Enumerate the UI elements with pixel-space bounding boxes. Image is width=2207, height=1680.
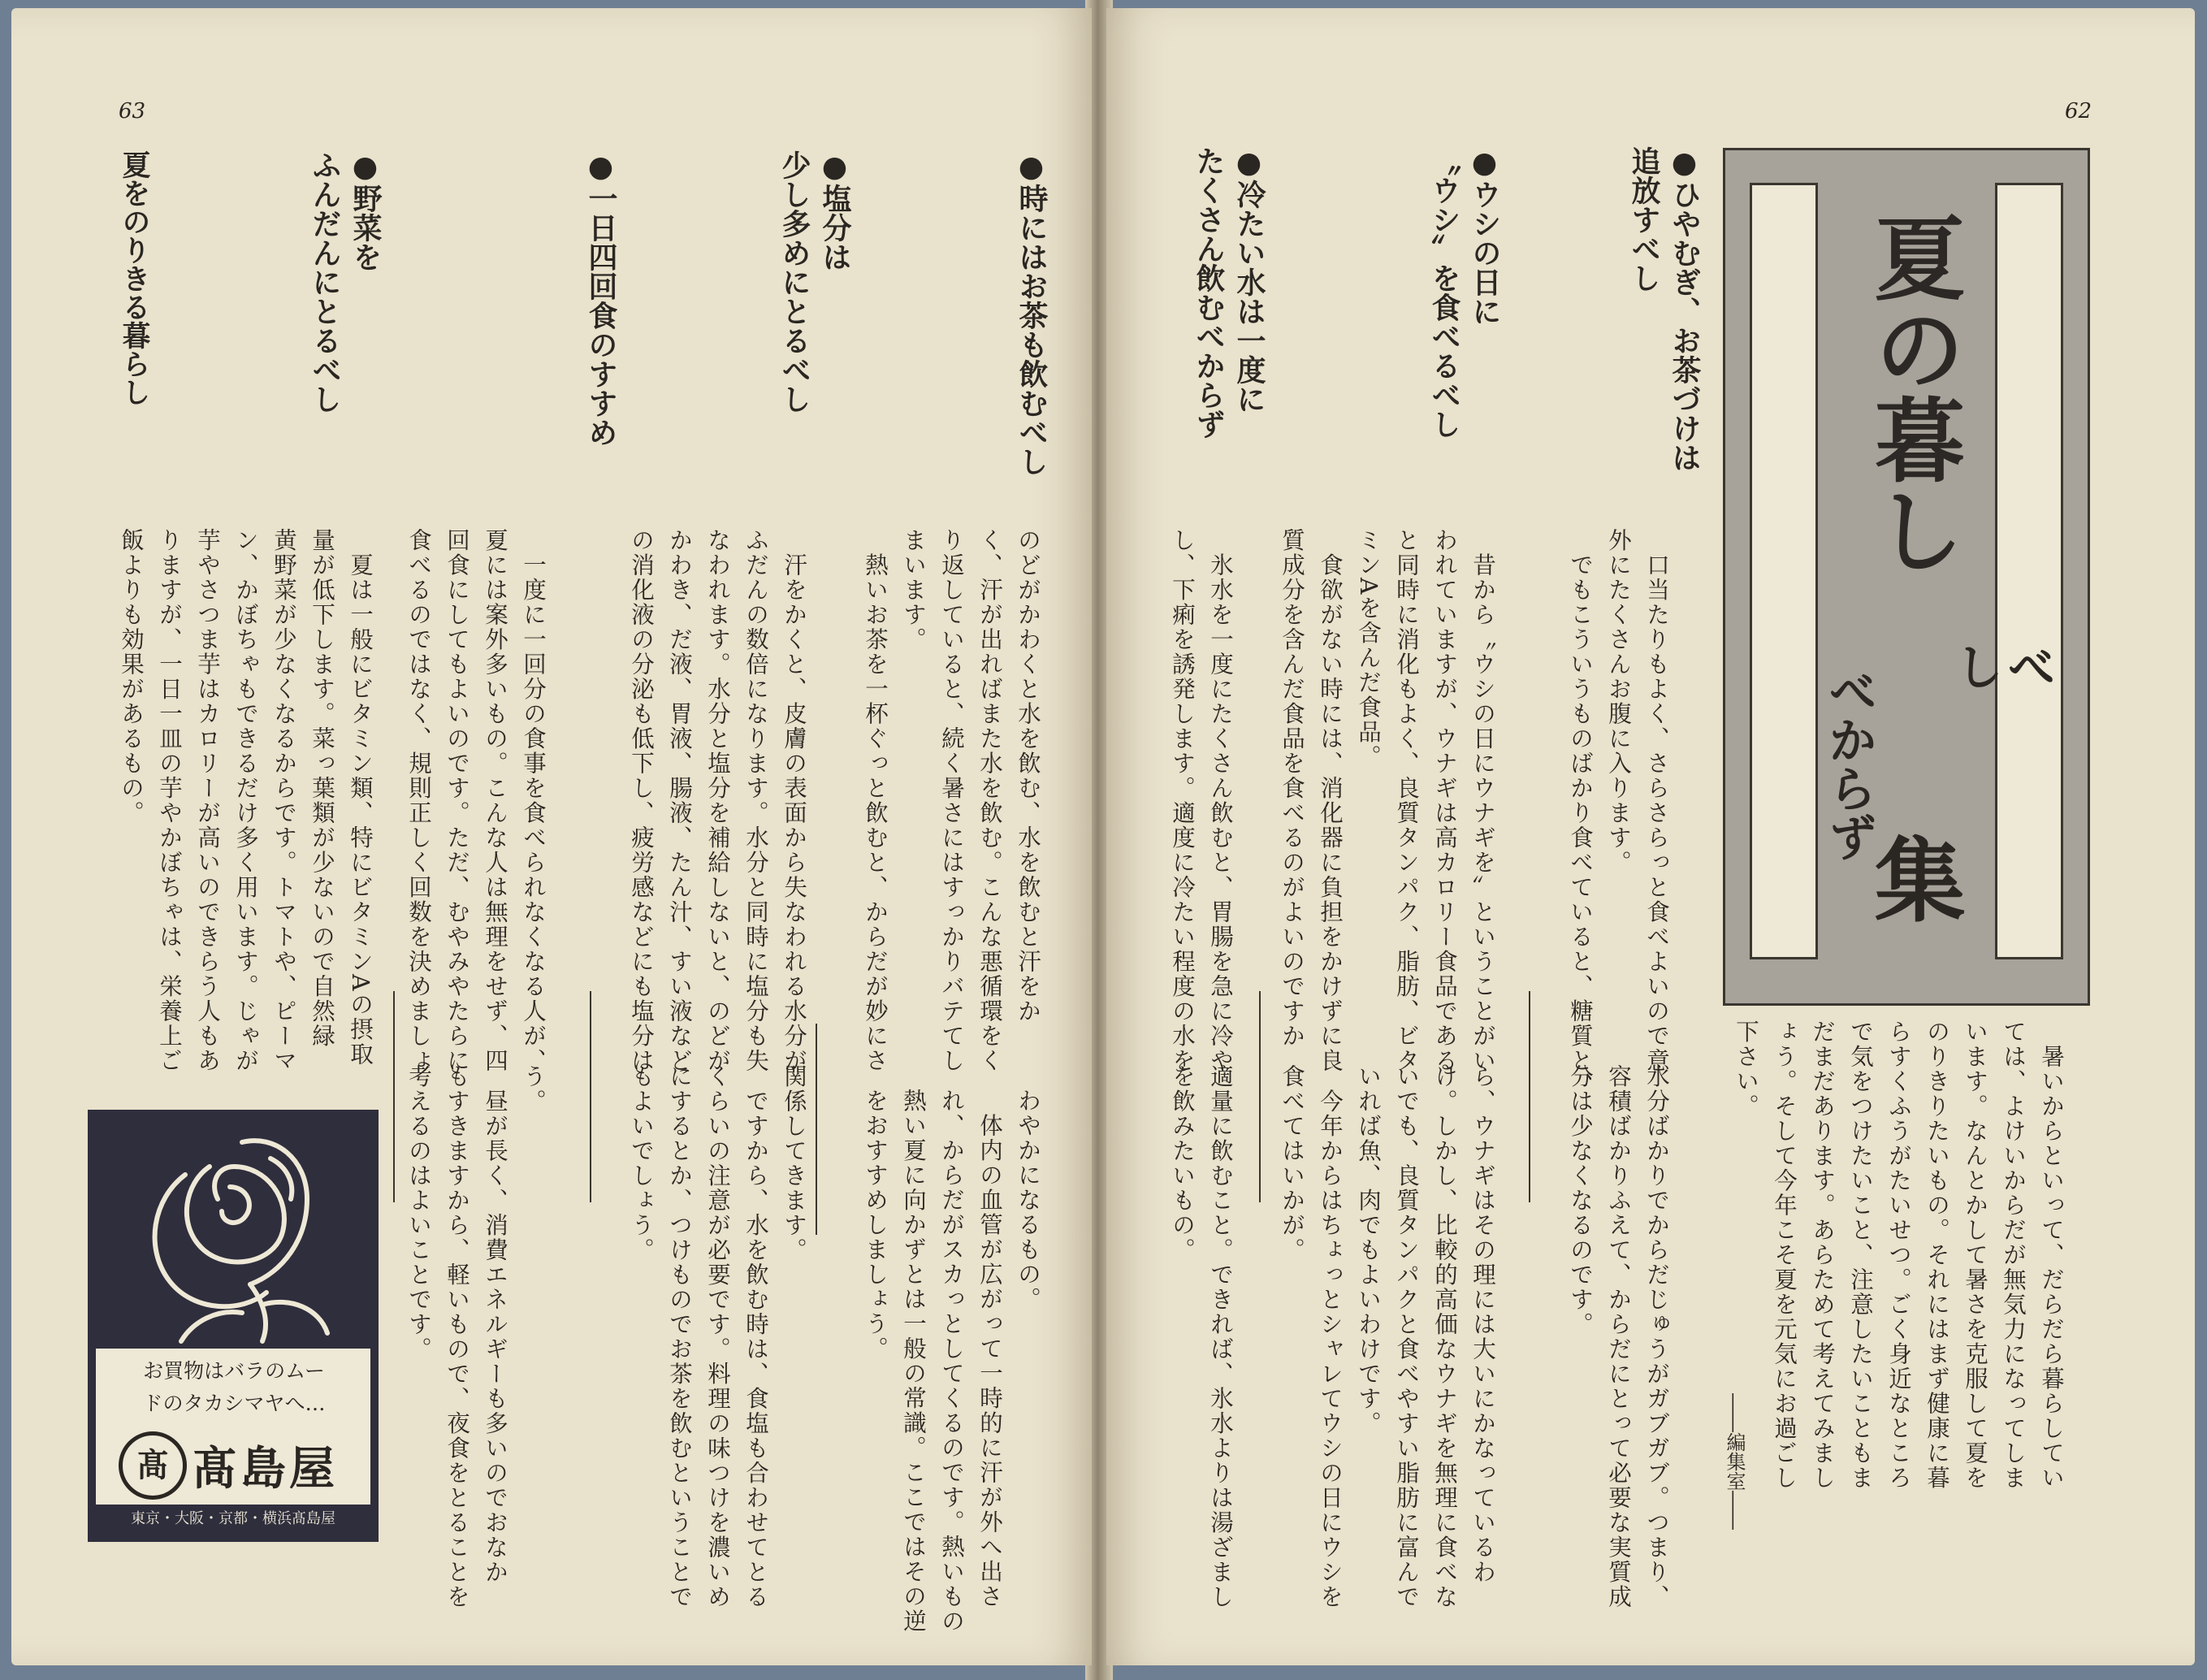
- heading-four-meals: ●一日四回食のすすめ: [584, 150, 617, 447]
- para-ushi-bottom: ら、ウナギはその理には大いにかなっているわ け。しかし、比較的高価なウナギを無理に食べな いでも、良質タンパクと食べやすい脂肪に富んで いれば魚、肉でもよいわけです。 今年からはちょっとシャレてウシの日にウシを 食べてはいかが。: [1279, 1064, 1496, 1609]
- heading-tea: ●時にはお茶も飲むべし: [1015, 150, 1048, 476]
- title-frame-bar: [1995, 183, 2063, 959]
- para-water-bottom: 適量に飲むこと。できれば、氷水よりは湯ざまし を飲みたいもの。: [1169, 1064, 1234, 1609]
- heading-ushi: ●ウシの日に 〝ウシ〟を食べるべし: [1427, 146, 1501, 439]
- divider-rule: [393, 991, 395, 1202]
- heading-hiyamugi: ●ひやむぎ、お茶づけは 追放すべし: [1627, 146, 1701, 472]
- para-ushi-top: 昔から〝ウシの日にウナギを〟ということがい われていますが、ウナギは高カロリー食品である と同時に消化もよく、良質タンパク、脂肪、ビタ ミンAを含んだ食品。 食欲がない時には、消化器に負担をかけずに良 質成分を含んだ食品を食べるのがよいのですか: [1279, 528, 1496, 1073]
- divider-rule: [590, 991, 591, 1202]
- para-water-top: 氷水を一度にたくさん飲むと、胃腸を急に冷や し、下痢を誘発します。適度に冷たい程度の水を: [1169, 528, 1234, 1073]
- para-tea-top: のどがかわくと水を飲む、水を飲むと汗をか く、汗が出ればまた水を飲む。こんな悪循環をく り返していると、続く暑さにはすっかりバテてし まいます。 熱いお茶を一杯ぐっと飲むと、からだが妙にさ: [862, 528, 1041, 1073]
- ad-slogan: お買物はバラのムー ドのタカシマヤへ…: [142, 1359, 326, 1415]
- title-tail: 集: [1859, 833, 1965, 924]
- title-frame-bar: [1750, 183, 1818, 959]
- para-vegetables: 夏は一般にビタミン類、特にビタミンAの摂取 量が低下します。菜っ葉類が少ないので自然緑 黄野菜が少なくなるからです。トマトや、ピーマ ン、かぼちゃもできるだけ多く用います。じゃが 芋やさつま芋はカロリーが高いのできらう人もあ りますが、一日一皿の芋やかぼちゃは、栄養上ご 飯よりも効果があるもの。: [118, 528, 374, 1073]
- title-sub-right: べ し: [1947, 642, 2056, 691]
- divider-rule: [816, 1024, 817, 1235]
- rose-illustration-icon: [88, 1110, 379, 1347]
- ad-store-name: 髙島屋: [192, 1442, 338, 1496]
- para-salt-top: 汗をかくと、皮膚の表面から失なわれる水分が ふだんの数倍になります。水分と同時に塩分も失 なわれます。水分と塩分を補給しないと、のどが かわき、だ液、胃液、腸液、たん汁、すい液など の消化液の分泌も低下し、疲労感などにも塩分は: [628, 528, 807, 1073]
- ad-store-cities: 東京・大阪・京都・横浜髙島屋: [96, 1505, 370, 1534]
- heading-salt: ●塩分は 少し多めにとるべし: [777, 150, 851, 414]
- para-meal-bottom: う。 昼が長く、消費エネルギーも多いのでおなか もすきますから、軽いもので、夜食をとることを 考えるのはよいことです。: [405, 1064, 547, 1609]
- ad-copy-panel: [96, 1349, 370, 1534]
- heading-vegetables: ●野菜を ふんだんにとるべし: [308, 150, 382, 414]
- page-number-62: 62: [2065, 99, 2092, 123]
- divider-rule: [1529, 991, 1530, 1202]
- title-box: [1723, 148, 2090, 1006]
- right-page: [1106, 8, 2195, 1665]
- credit-editorial: ――編集室――: [1723, 1393, 1746, 1530]
- heading-cold-water: ●冷たい水は一度に たくさん飲むべからず: [1192, 146, 1266, 439]
- divider-rule: [1259, 991, 1261, 1202]
- takashimaya-advertisement: [88, 1110, 379, 1542]
- para-salt-bottom: 関係してきます。 ですから、水を飲む時は、食塩も合わせてとる くらいの注意が必要です。料理の味つけを濃いめ にするとか、つけものでお茶を飲むということで もよいでしょう。: [628, 1064, 807, 1609]
- takashimaya-logo-icon: 髙: [119, 1431, 187, 1500]
- section-title: 夏をのりきる暮らし: [118, 150, 150, 406]
- page-number-63: 63: [119, 99, 146, 123]
- left-page: [11, 8, 1092, 1665]
- page-title: 夏の暮し: [1859, 211, 1965, 575]
- para-meal-top: 一度に一回分の食事を食べられなくなる人が、 夏には案外多いもの。こんな人は無理をせず、四 回食にしてもよいのです。ただ、むやみやたらに 食べるのではなく、規則正しく回数を決めましょ: [405, 528, 547, 1073]
- title-sub-left: べからず: [1820, 666, 1877, 861]
- intro-paragraph: 暑いからといって、だらだら暮らしてい ては、よけいからだが無気力になってしま います。なんとかして暑さを克服して夏を のりきりたいもの。それにはまず健康に暮 らすくふうがたいせつ。ごく身近なところ で気をつけたいこと、注意したいこともま だまだあります。あらためて考えてみまし ょう。そして今年こそ夏を元気にお過ごし 下さい。: [1733, 1020, 2065, 1491]
- para-hiyamugi-bottom: 水分ばかりでからだじゅうがガブガブ。つまり、 容積ばかりふえて、からだにとって必要な実質成 分は少なくなるのです。: [1567, 1064, 1670, 1609]
- para-tea-bottom: わやかになるもの。 体内の血管が広がって一時的に汗が外へ出さ れ、からだがスカっとしてくるのです。熱いもの 熱い夏に向かずとは一般の常識。ここではその逆 をおすすめしましょう。: [862, 1089, 1041, 1634]
- para-hiyamugi-top: 口当たりもよく、さらさらっと食べよいので意 外にたくさんお腹に入ります。 でもこういうものばかり食べていると、糖質と、: [1567, 528, 1670, 1098]
